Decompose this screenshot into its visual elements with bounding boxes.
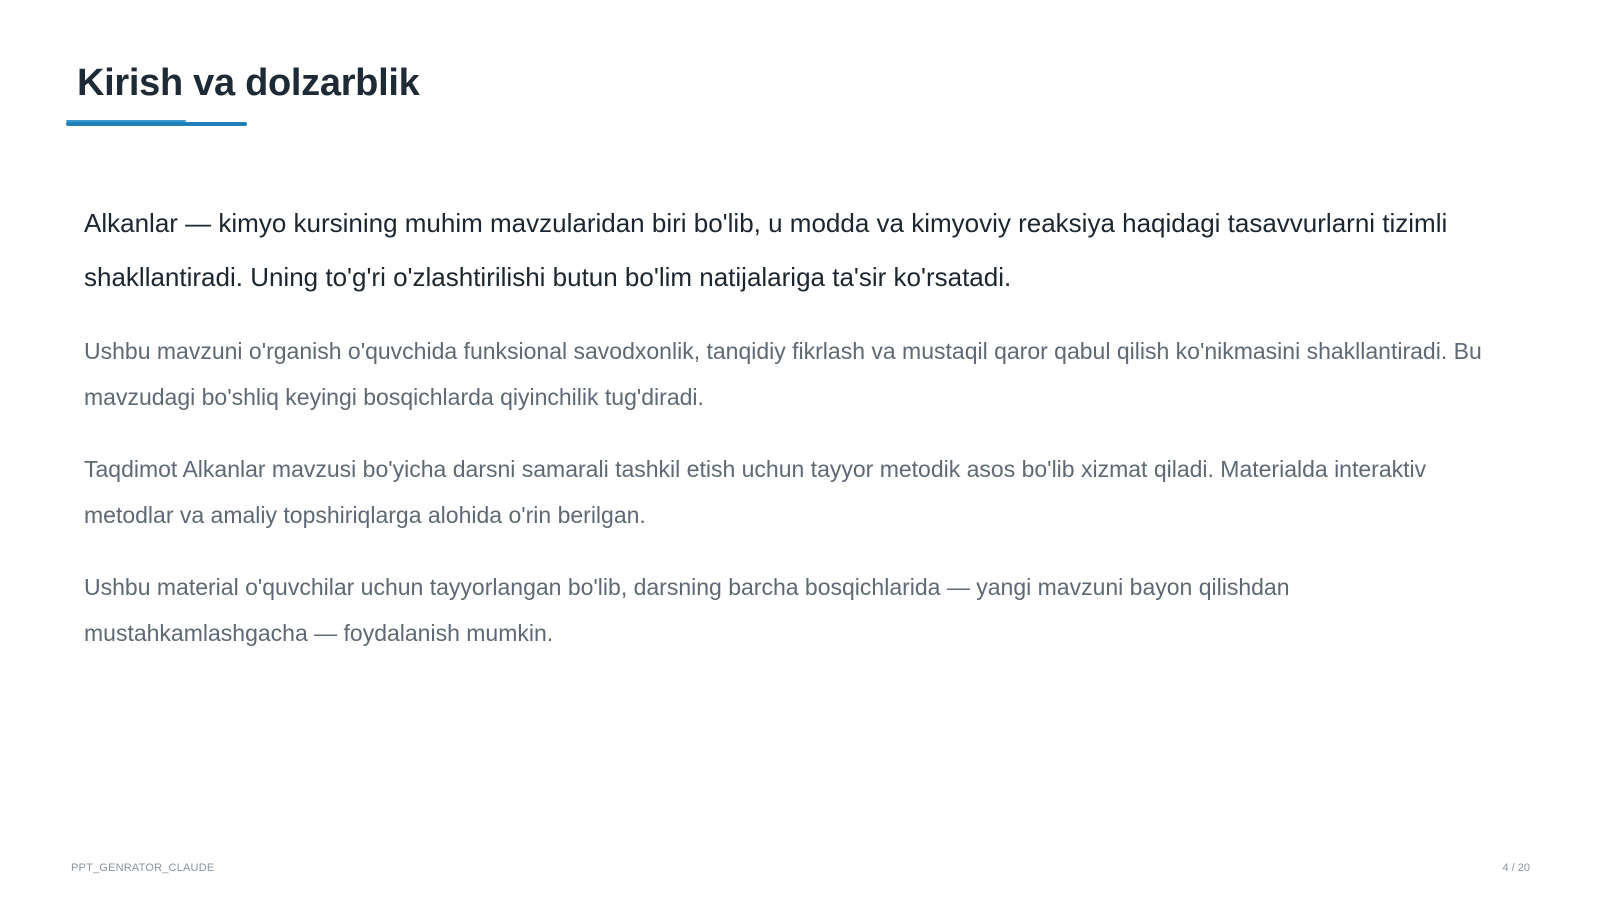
title-underline-highlight <box>66 120 186 122</box>
body-paragraph-3: Ushbu material o'quvchilar uchun tayyorlangan bo'lib, darsning barcha bosqichlarida — yangi mavzuni bayon qilishdan mustahkamlashgacha — foydalanish mumkin. <box>84 574 1290 646</box>
footer-brand: PPT_GENRATOR_CLAUDE <box>71 862 215 874</box>
lead-paragraph: Alkanlar — kimyo kursining muhim mavzularidan biri bo'lib, u modda va kimyoviy reaksiya haqidagi tasavvurlarni tizimli shakllantiradi. Uning to'g'ri o'zlashtirilishi butun bo'lim natijalariga ta'sir ko'rsatadi. <box>84 208 1448 292</box>
body-paragraph-2: Taqdimot Alkanlar mavzusi bo'yicha darsni samarali tashkil etish uchun tayyor metodik asos bo'lib xizmat qiladi. Materialda interaktiv metodlar va amaliy topshiriqlarga alohida o'rin berilgan. <box>84 456 1427 528</box>
title-underline <box>66 122 247 126</box>
slide-title: Kirish va dolzarblik <box>77 62 420 104</box>
page-number: 4 / 20 <box>1502 862 1530 874</box>
slide-content <box>84 196 1504 682</box>
body-paragraph-1: Ushbu mavzuni o'rganish o'quvchida funksional savodxonlik, tanqidiy fikrlash va mustaqil qaror qabul qilish ko'nikmasini shakllantiradi. Bu mavzudagi bo'shliq keyingi bosqichlarda qiyinchilik tug'diradi. <box>84 338 1482 410</box>
